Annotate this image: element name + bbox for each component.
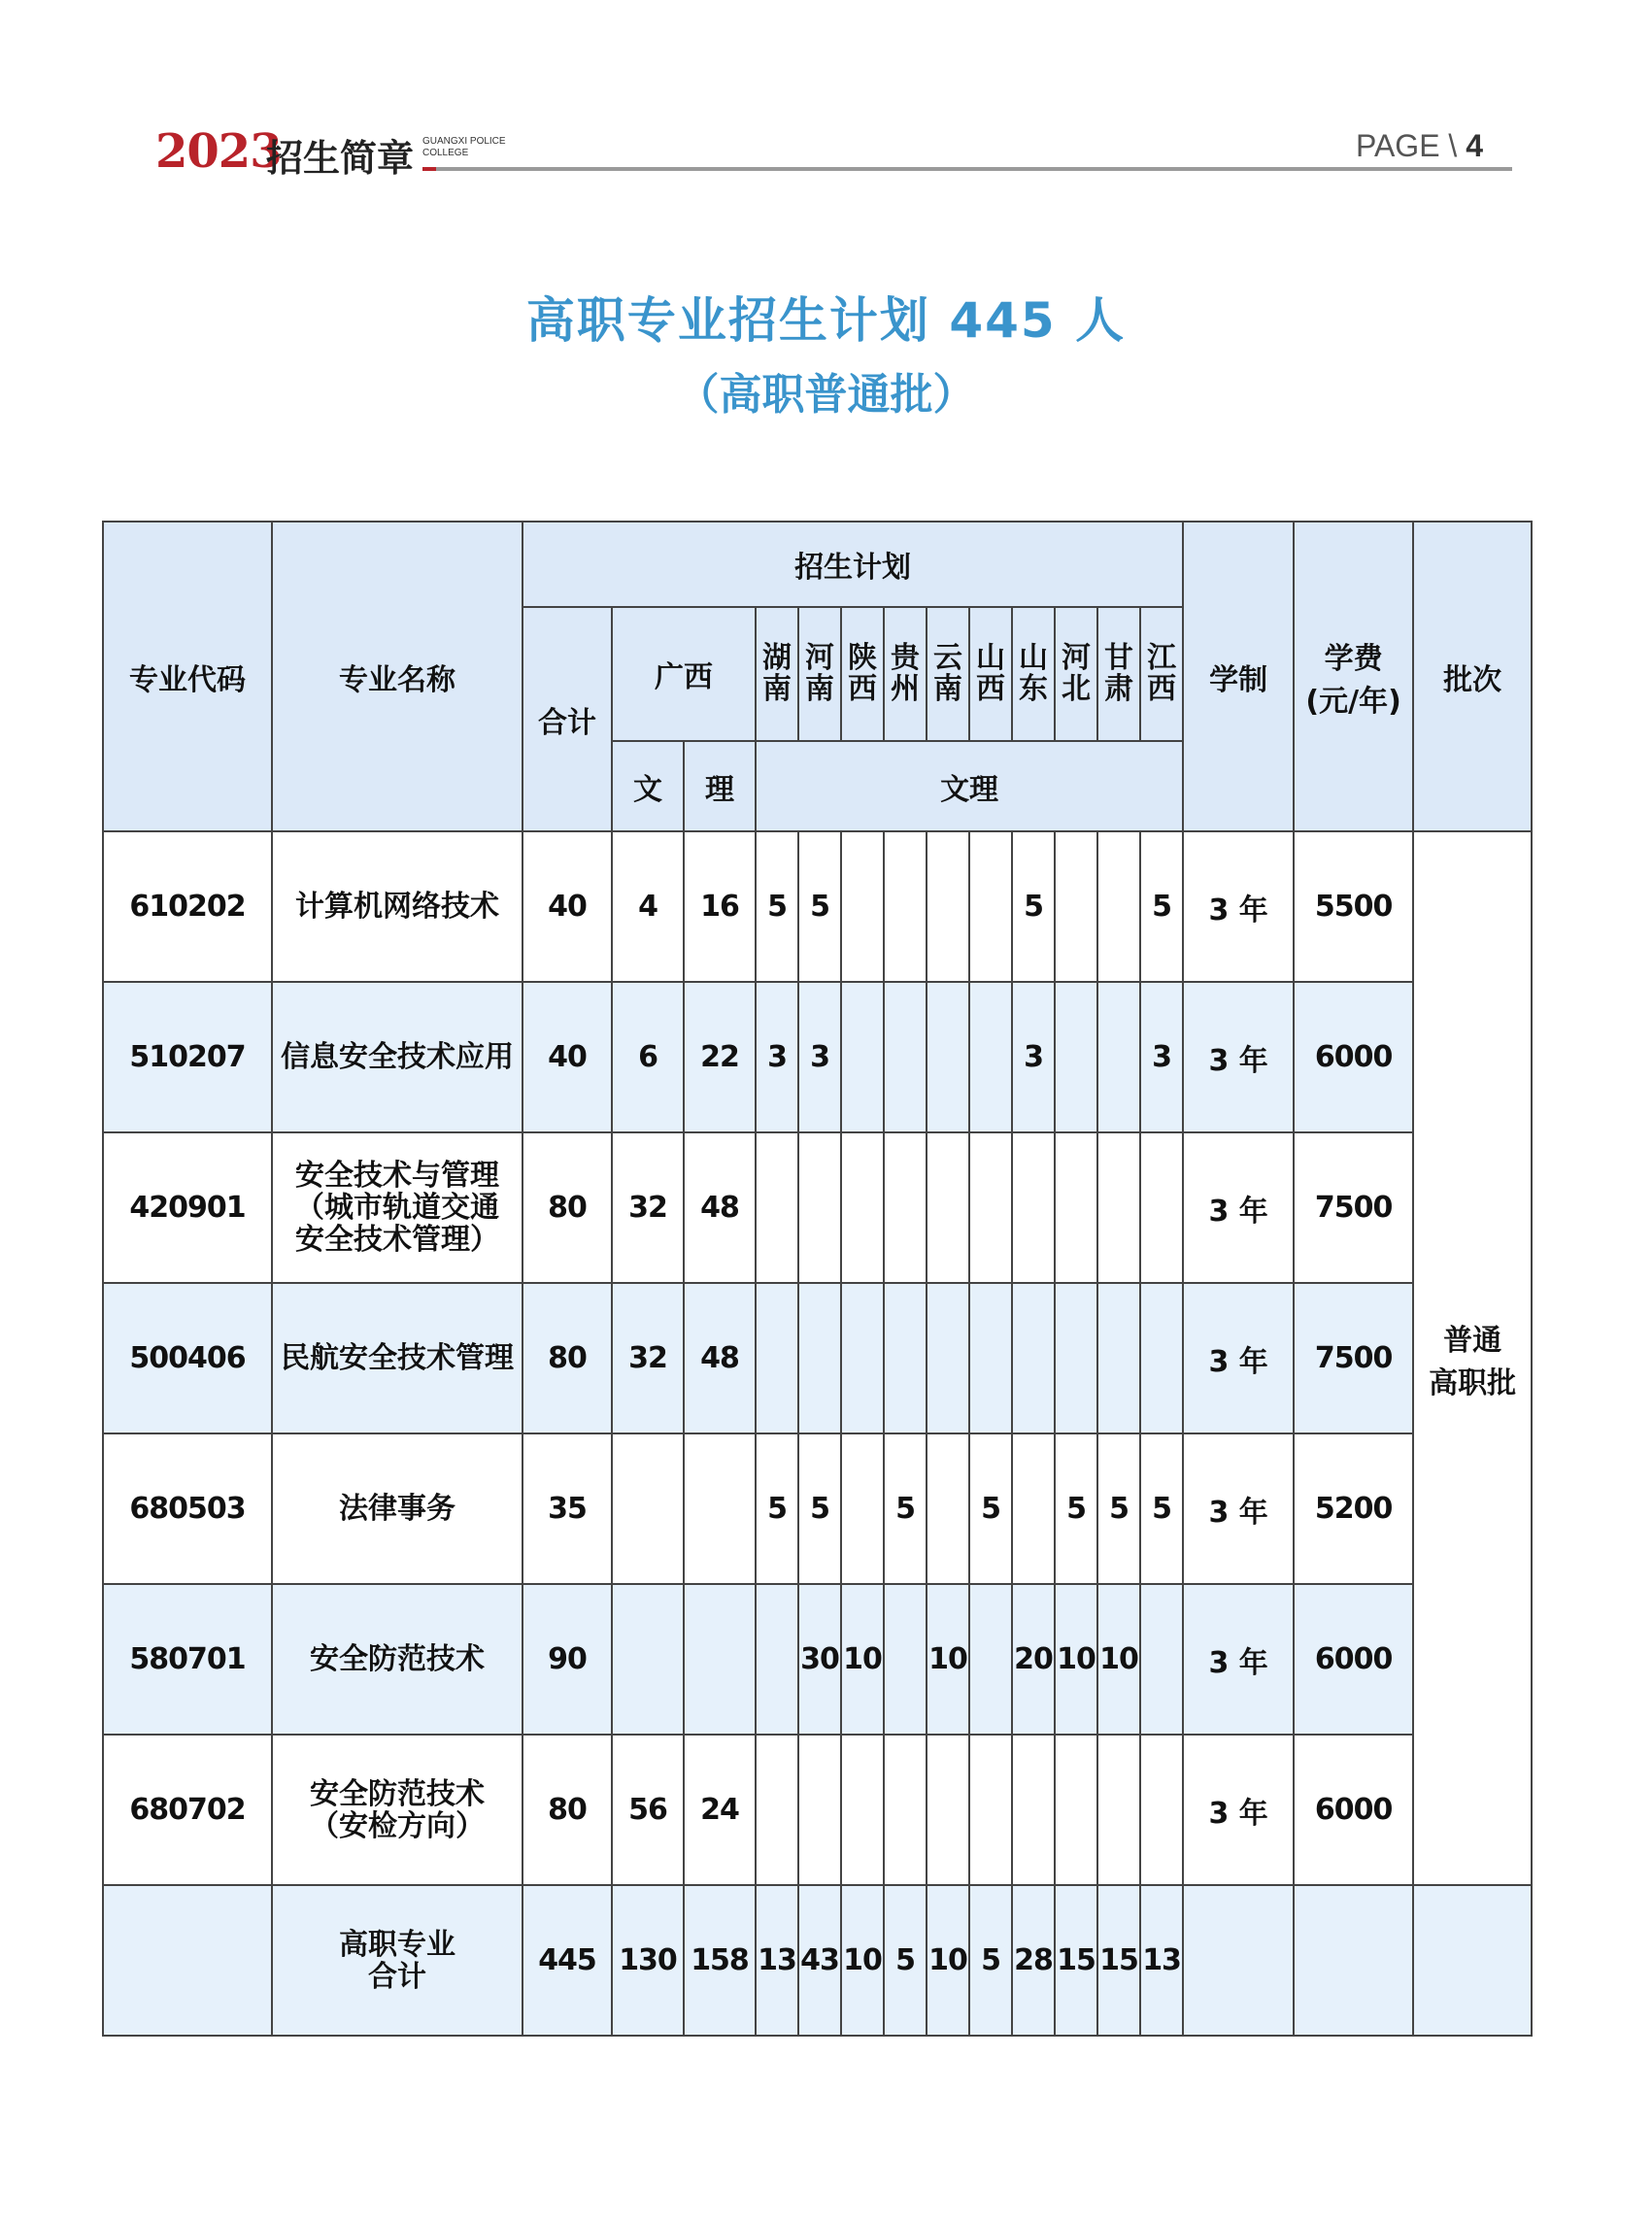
cell-province <box>969 1584 1012 1735</box>
header-province-char: 山 <box>1019 641 1048 675</box>
cell-years: 3 年 <box>1183 1283 1294 1433</box>
brand-english-line1: GUANGXI POLICE <box>422 136 506 147</box>
cell-fee: 5200 <box>1294 1433 1413 1584</box>
cell-province: 5 <box>1012 831 1055 982</box>
page-header <box>155 124 1512 180</box>
cell-province <box>841 982 884 1132</box>
cell-code: 680503 <box>103 1433 272 1584</box>
header-province-char: 湖 <box>762 641 792 675</box>
cell-li: 48 <box>684 1283 756 1433</box>
cell-province <box>927 1735 969 1885</box>
cell-province <box>884 1283 927 1433</box>
cell-years: 3 年 <box>1183 1132 1294 1283</box>
header-province-char: 北 <box>1062 672 1091 706</box>
cell-province <box>1055 831 1097 982</box>
cell-province: 13 <box>756 1885 798 2036</box>
cell-province: 5 <box>1140 831 1183 982</box>
header-province-char: 云 <box>933 641 962 675</box>
cell-code <box>103 1885 272 2036</box>
cell-fee: 6000 <box>1294 1735 1413 1885</box>
header-province-char: 东 <box>1019 672 1048 706</box>
cell-code: 420901 <box>103 1132 272 1283</box>
table-row <box>103 1283 1532 1433</box>
cell-wen: 56 <box>612 1735 684 1885</box>
cell-province: 20 <box>1012 1584 1055 1735</box>
cell-province <box>927 1283 969 1433</box>
cell-province <box>884 831 927 982</box>
cell-li <box>684 1584 756 1735</box>
cell-province <box>927 831 969 982</box>
cell-fee: 6000 <box>1294 1584 1413 1735</box>
cell-province <box>1140 1283 1183 1433</box>
cell-province <box>798 1283 841 1433</box>
cell-name-line: 安全技术与管理 <box>295 1159 499 1193</box>
page-separator: \ <box>1448 128 1458 163</box>
cell-years: 3 年 <box>1183 982 1294 1132</box>
header-province <box>884 607 927 741</box>
header-province <box>927 607 969 741</box>
cell-province: 5 <box>756 1433 798 1584</box>
header-province <box>1140 607 1183 741</box>
cell-li: 22 <box>684 982 756 1132</box>
cell-province <box>1012 1283 1055 1433</box>
cell-years: 3 年 <box>1183 1433 1294 1584</box>
cell-name-line: 安全防范技术 <box>310 1776 485 1811</box>
header-rule <box>422 167 1512 171</box>
cell-province: 43 <box>798 1885 841 2036</box>
cell-province <box>927 982 969 1132</box>
cell-province: 5 <box>969 1433 1012 1584</box>
cell-province: 5 <box>884 1885 927 2036</box>
cell-province <box>1140 1735 1183 1885</box>
header-province-char: 贵 <box>891 641 920 675</box>
cell-province <box>1012 1433 1055 1584</box>
header-province-char: 南 <box>805 672 834 706</box>
cell-name-line: 高职专业 <box>339 1927 455 1962</box>
cell-wen: 6 <box>612 982 684 1132</box>
header-province <box>841 607 884 741</box>
cell-province <box>927 1132 969 1283</box>
cell-name <box>272 831 523 982</box>
cell-province: 3 <box>1140 982 1183 1132</box>
header-wenli: 文理 <box>756 741 1183 831</box>
cell-province <box>1140 1584 1183 1735</box>
header-province-char: 西 <box>976 672 1005 706</box>
header-province <box>756 607 798 741</box>
brand-title: 招生简章 <box>266 137 415 180</box>
cell-fee: 6000 <box>1294 982 1413 1132</box>
cell-province: 10 <box>841 1584 884 1735</box>
cell-total: 40 <box>523 831 612 982</box>
table-row <box>103 1132 1532 1283</box>
cell-name <box>272 982 523 1132</box>
table-row <box>103 1584 1532 1735</box>
cell-province: 5 <box>798 831 841 982</box>
header-batch: 批次 <box>1413 522 1532 831</box>
cell-province <box>1097 1283 1140 1433</box>
cell-years: 3 年 <box>1183 831 1294 982</box>
cell-fee: 7500 <box>1294 1283 1413 1433</box>
cell-province <box>841 1433 884 1584</box>
cell-province <box>1097 831 1140 982</box>
cell-province <box>1055 1283 1097 1433</box>
cell-total: 80 <box>523 1283 612 1433</box>
cell-province <box>756 1283 798 1433</box>
cell-province <box>884 1735 927 1885</box>
cell-province: 5 <box>798 1433 841 1584</box>
header-province-char: 陕 <box>848 641 877 675</box>
header-province <box>969 607 1012 741</box>
cell-province <box>1140 1132 1183 1283</box>
cell-name <box>272 1885 523 2036</box>
cell-name <box>272 1132 523 1283</box>
brand-english-line2: COLLEGE <box>422 148 469 158</box>
cell-name-line: 安全防范技术 <box>310 1642 485 1676</box>
cell-code: 580701 <box>103 1584 272 1735</box>
header-fee <box>1294 522 1413 831</box>
cell-province: 5 <box>884 1433 927 1584</box>
cell-fee: 5500 <box>1294 831 1413 982</box>
cell-name-line: 计算机网络技术 <box>295 890 499 924</box>
cell-name <box>272 1283 523 1433</box>
cell-province <box>841 1735 884 1885</box>
header-rule-accent <box>422 167 436 171</box>
cell-province <box>884 1132 927 1283</box>
cell-total: 90 <box>523 1584 612 1735</box>
cell-province: 15 <box>1097 1885 1140 2036</box>
cell-batch-line: 高职批 <box>1429 1365 1517 1400</box>
cell-province: 3 <box>1012 982 1055 1132</box>
header-guangxi: 广西 <box>612 607 756 741</box>
cell-province: 5 <box>756 831 798 982</box>
cell-province <box>756 1584 798 1735</box>
cell-wen <box>612 1584 684 1735</box>
header-province <box>1097 607 1140 741</box>
cell-name-line: （安检方向） <box>310 1808 485 1843</box>
header-xuezhi: 学制 <box>1183 522 1294 831</box>
page-number-value: 4 <box>1466 128 1483 163</box>
cell-li: 24 <box>684 1735 756 1885</box>
cell-province <box>969 1735 1012 1885</box>
cell-wen <box>612 1433 684 1584</box>
header-fee-line2: (元/年) <box>1305 684 1401 719</box>
cell-wen: 4 <box>612 831 684 982</box>
cell-province <box>798 1132 841 1283</box>
header-fee-line1: 学费 <box>1324 641 1383 676</box>
header-province-char: 山 <box>976 641 1005 675</box>
cell-province <box>1055 1735 1097 1885</box>
header-province <box>1012 607 1055 741</box>
header-province-char: 西 <box>1147 672 1177 706</box>
cell-province <box>756 1735 798 1885</box>
cell-province: 10 <box>927 1885 969 2036</box>
cell-fee <box>1294 1885 1413 2036</box>
cell-province: 30 <box>798 1584 841 1735</box>
cell-batch <box>1413 831 1532 1885</box>
cell-li <box>684 1433 756 1584</box>
cell-name-line: 合计 <box>368 1959 426 1994</box>
cell-province <box>1097 982 1140 1132</box>
cell-province <box>756 1132 798 1283</box>
cell-province: 3 <box>756 982 798 1132</box>
cell-province <box>969 1283 1012 1433</box>
cell-years: 3 年 <box>1183 1735 1294 1885</box>
cell-code: 500406 <box>103 1283 272 1433</box>
cell-province <box>1097 1132 1140 1283</box>
cell-province: 10 <box>1097 1584 1140 1735</box>
cell-province: 10 <box>927 1584 969 1735</box>
cell-province <box>927 1433 969 1584</box>
table-row <box>103 1735 1532 1885</box>
cell-name-line: （城市轨道交通 <box>295 1191 499 1225</box>
page-subtitle: （高职普通批） <box>676 370 976 420</box>
cell-province: 3 <box>798 982 841 1132</box>
page-number <box>1356 128 1483 164</box>
cell-province <box>969 831 1012 982</box>
cell-fee: 7500 <box>1294 1132 1413 1283</box>
cell-li: 16 <box>684 831 756 982</box>
header-name: 专业名称 <box>272 522 523 831</box>
cell-code: 510207 <box>103 982 272 1132</box>
cell-province <box>1012 1132 1055 1283</box>
header-province <box>1055 607 1097 741</box>
header-province-char: 肃 <box>1104 672 1133 706</box>
cell-li: 48 <box>684 1132 756 1283</box>
cell-province <box>884 982 927 1132</box>
header-province-char: 河 <box>805 641 834 675</box>
cell-province <box>969 982 1012 1132</box>
cell-wen: 32 <box>612 1132 684 1283</box>
cell-wen: 130 <box>612 1885 684 2036</box>
header-province-char: 州 <box>891 672 920 706</box>
cell-li: 158 <box>684 1885 756 2036</box>
cell-total: 445 <box>523 1885 612 2036</box>
cell-name-line: 安全技术管理） <box>295 1223 499 1257</box>
cell-name-line: 信息安全技术应用 <box>281 1040 514 1074</box>
cell-province: 10 <box>841 1885 884 2036</box>
cell-batch <box>1413 1885 1532 2036</box>
header-province-char: 江 <box>1147 641 1177 675</box>
page-titles <box>0 282 1652 421</box>
table-row <box>103 831 1532 982</box>
header-province-char: 南 <box>762 672 792 706</box>
cell-province: 5 <box>1097 1433 1140 1584</box>
cell-province: 28 <box>1012 1885 1055 2036</box>
cell-province: 5 <box>969 1885 1012 2036</box>
enrollment-plan-table <box>102 521 1533 2037</box>
cell-wen: 32 <box>612 1283 684 1433</box>
cell-province <box>969 1132 1012 1283</box>
header-wen: 文 <box>612 741 684 831</box>
cell-name-line: 民航安全技术管理 <box>281 1341 514 1375</box>
page-label: PAGE <box>1355 128 1440 163</box>
cell-province: 13 <box>1140 1885 1183 2036</box>
header-province-char: 西 <box>848 672 877 706</box>
cell-province <box>798 1735 841 1885</box>
cell-province <box>1097 1735 1140 1885</box>
cell-batch-line: 普通 <box>1443 1323 1502 1358</box>
cell-province <box>884 1584 927 1735</box>
brand-english <box>422 136 506 159</box>
header-province <box>798 607 841 741</box>
header-total: 合计 <box>523 607 612 831</box>
cell-name-line: 法律事务 <box>339 1492 455 1526</box>
cell-code: 610202 <box>103 831 272 982</box>
cell-province <box>1012 1735 1055 1885</box>
cell-province: 15 <box>1055 1885 1097 2036</box>
cell-name <box>272 1735 523 1885</box>
cell-total: 35 <box>523 1433 612 1584</box>
table-row <box>103 982 1532 1132</box>
header-plan: 招生计划 <box>523 522 1183 607</box>
brand-year: 2023 <box>155 124 282 179</box>
cell-province: 10 <box>1055 1584 1097 1735</box>
cell-province <box>1055 982 1097 1132</box>
header-li: 理 <box>684 741 756 831</box>
cell-years: 3 年 <box>1183 1584 1294 1735</box>
table-total-row <box>103 1885 1532 2036</box>
cell-province: 5 <box>1140 1433 1183 1584</box>
cell-province <box>841 1283 884 1433</box>
cell-province <box>841 831 884 982</box>
cell-name <box>272 1584 523 1735</box>
cell-code: 680702 <box>103 1735 272 1885</box>
cell-total: 40 <box>523 982 612 1132</box>
page-title: 高职专业招生计划 445 人 <box>525 292 1127 349</box>
cell-province <box>1055 1132 1097 1283</box>
table-row <box>103 1433 1532 1584</box>
header-province-char: 南 <box>933 672 962 706</box>
header-code: 专业代码 <box>103 522 272 831</box>
cell-total: 80 <box>523 1132 612 1283</box>
cell-province <box>841 1132 884 1283</box>
cell-total: 80 <box>523 1735 612 1885</box>
header-province-char: 河 <box>1062 641 1091 675</box>
cell-province: 5 <box>1055 1433 1097 1584</box>
header-province-char: 甘 <box>1104 641 1133 675</box>
cell-name <box>272 1433 523 1584</box>
cell-years <box>1183 1885 1294 2036</box>
